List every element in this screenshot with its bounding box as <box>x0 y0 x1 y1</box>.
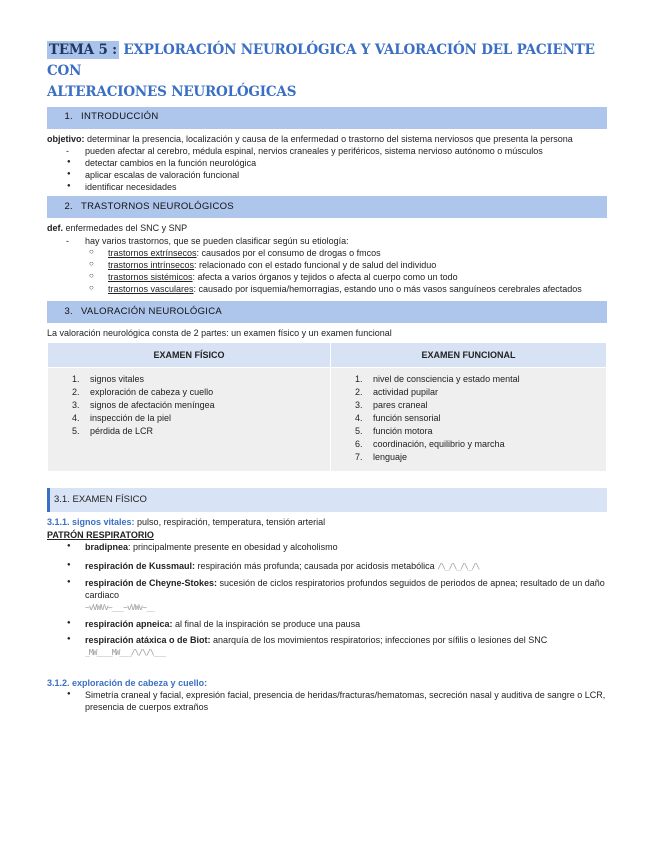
title-line-2: ALTERACIONES NEUROLÓGICAS <box>47 83 297 100</box>
list-item: 6. coordinación, equilibrio y marcha <box>355 439 505 450</box>
section-2-header <box>47 196 607 218</box>
section-3-number: 3. <box>64 305 73 317</box>
list-item: 5. función motora <box>355 426 433 437</box>
respiratory-pattern-list <box>47 541 607 659</box>
list-item: 4. función sensorial <box>355 413 441 424</box>
disorder-term: trastornos extrínsecos <box>108 247 197 258</box>
objective-paragraph <box>47 133 607 145</box>
list-item: 2. actividad pupilar <box>355 387 439 398</box>
list-item: - pueden afectar al cerebro, médula espinal, nervios craneales y periféricos, sistema nervioso autónomo o músculos <box>47 145 607 157</box>
section-3-title: VALORACIÓN NEUROLÓGICA <box>81 305 223 317</box>
section-3-header <box>47 301 607 323</box>
list-item: 3. signos de afectación meníngea <box>72 400 215 411</box>
list-item <box>47 271 607 283</box>
section-2-title: TRASTORNOS NEUROLÓGICOS <box>81 201 234 213</box>
disorder-desc: : causado por isquemia/hemorragias, estando uno o más vasos sanguíneos cerebrales afectados <box>193 284 582 295</box>
disorder-term: trastornos sistémicos <box>108 272 193 283</box>
list-item: ● detectar cambios en la función neurológica <box>47 157 607 169</box>
definition-label: def. <box>47 223 64 234</box>
list-item: 4. inspección de la piel <box>72 413 172 424</box>
vital-signs-text: pulso, respiración, temperatura, tensión arterial <box>134 517 326 528</box>
objective-label: objetivo: <box>47 133 85 144</box>
list-item: ● Simetría craneal y facial, expresión facial, presencia de heridas/fracturas/hematomas, secreción nasal y auditiva de sangre o LCR, presencia de cuerpos extraños <box>47 689 607 713</box>
subsection-3-1-header <box>47 488 607 512</box>
list-item: 7. lenguaje <box>355 452 408 463</box>
disorder-term: trastornos intrínsecos <box>108 259 195 270</box>
list-item: 1. signos vitales <box>72 374 145 385</box>
list-item: - hay varios trastornos, que se pueden clasificar según su etiología: <box>47 235 607 247</box>
vital-signs-label: 3.1.1. signos vitales: <box>47 517 135 528</box>
biot-wave: _MW____MW___/\/\/\___ <box>85 648 166 658</box>
functional-exam-cell <box>331 368 607 472</box>
list-item: ● respiración atáxica o de Biot: anarquía de los movimientos respiratorios; infecciones por sífilis o lesiones del SNC _MW____MW___/\/\/\___ <box>47 634 607 659</box>
list-item <box>47 283 607 295</box>
list-item: ● respiración apneica: al final de la inspiración se produce una pausa <box>47 618 607 630</box>
disorder-desc: : afecta a varios órganos y tejidos o afecta al cuerpo como un todo <box>192 272 458 283</box>
assessment-intro: La valoración neurológica consta de 2 partes: un examen físico y un examen funcional <box>47 328 392 339</box>
definition-paragraph <box>47 222 607 234</box>
list-item: ● aplicar escalas de valoración funcional <box>47 169 607 181</box>
list-item: ● identificar necesidades <box>47 181 607 193</box>
objective-text: determinar la presencia, localización y causa de la enfermedad o trastorno del sistema nerviosos que presenta la persona <box>84 133 573 144</box>
head-neck-heading: 3.1.2. exploración de cabeza y cuello: <box>47 677 208 688</box>
head-neck-list <box>47 689 607 713</box>
section-2-number: 2. <box>64 201 73 213</box>
disorder-desc: : relacionado con el estado funcional y de salud del individuo <box>194 259 437 270</box>
list-item: 2. exploración de cabeza y cuello <box>72 387 214 398</box>
cheyne-stokes-wave: ~vVWVv~___~vVWv~__ <box>85 602 154 612</box>
page-title <box>47 40 607 103</box>
list-item: 5. pérdida de LCR <box>72 426 154 437</box>
table-header-physical: EXAMEN FÍSICO <box>48 343 331 368</box>
list-item: ● bradipnea: principalmente presente en obesidad y alcoholismo <box>47 541 607 553</box>
definition-text: enfermedades del SNC y SNP <box>63 223 188 234</box>
disorder-term: trastornos vasculares <box>108 284 194 295</box>
physical-exam-list <box>48 373 330 438</box>
physical-exam-cell <box>48 368 331 472</box>
document-page <box>47 40 607 713</box>
vital-signs-paragraph <box>47 516 607 528</box>
list-item: 1. nivel de consciencia y estado mental <box>355 374 520 385</box>
subsection-3-1-title: 3.1. EXAMEN FÍSICO <box>54 494 147 506</box>
assessment-table <box>47 342 607 472</box>
list-item: ● respiración de Kussmaul: respiración más profunda; causada por acidosis metabólica /\_/\_/\_/\ <box>47 560 607 573</box>
list-item <box>47 247 607 259</box>
list-item: 3. pares craneal <box>355 400 428 411</box>
kussmaul-wave: /\_/\_/\_/\ <box>437 561 480 571</box>
section-1-number: 1. <box>64 111 73 123</box>
respiratory-pattern-heading: PATRÓN RESPIRATORIO <box>47 529 154 540</box>
functional-exam-list <box>331 373 606 464</box>
disorders-dash-list <box>47 235 607 247</box>
tema-label: TEMA 5 : <box>49 42 117 58</box>
table-header-functional: EXAMEN FUNCIONAL <box>331 343 607 368</box>
disorder-desc: : causados por el consumo de drogas o fmcos <box>196 247 381 258</box>
disorders-list <box>47 247 607 296</box>
list-item <box>47 259 607 271</box>
title-line-1: EXPLORACIÓN NEUROLÓGICA Y VALORACIÓN DEL PACIENTE CON <box>47 42 595 79</box>
section-1-title: INTRODUCCIÓN <box>81 111 159 123</box>
section-1-header <box>47 107 607 129</box>
intro-bullet-list <box>47 157 607 193</box>
intro-dash-list <box>47 145 607 157</box>
list-item: ● respiración de Cheyne-Stokes: sucesión de ciclos respiratorios profundos seguidos de periodos de apnea; resultado de un daño cardiaco ~vVWVv~___~vVWv~__ <box>47 577 607 614</box>
